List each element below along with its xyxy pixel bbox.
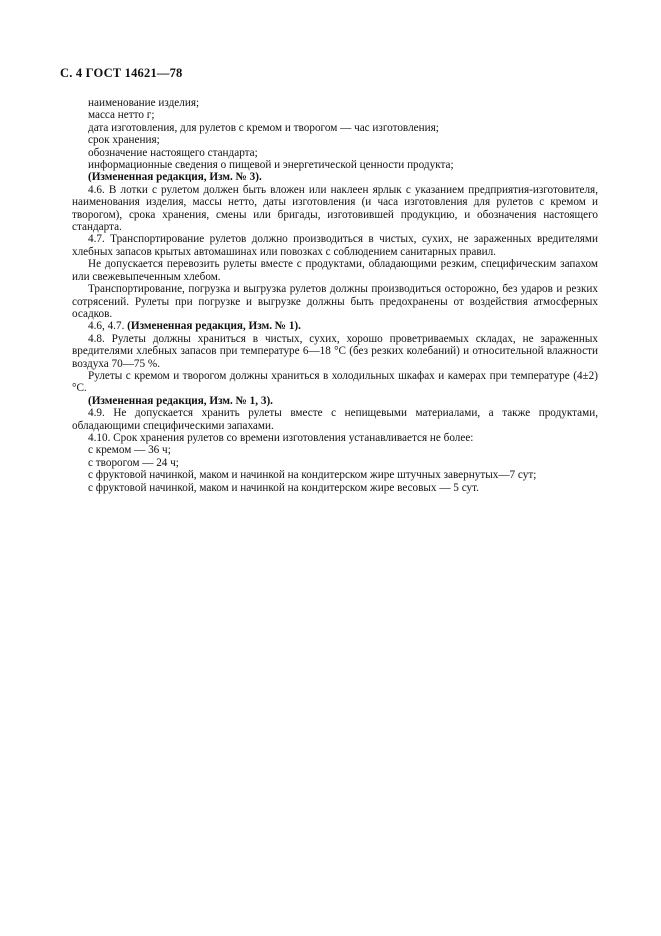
paragraph: с кремом — 36 ч; xyxy=(88,444,171,457)
amendment-note: (Измененная редакция, Изм. № 1). xyxy=(127,320,301,333)
paragraph: с фруктовой начинкой, маком и начинкой на кондитерском жире весовых — 5 сут. xyxy=(88,481,479,494)
paragraph: 4.8. Рулеты должны храниться в чистых, сухих, хорошо проветриваемых складах, не зараженных вредителями хлебных запасов при температуре 6—18 °С (без резких колебаний) и относительной влажности воздуха 70—75 %. xyxy=(72,332,598,370)
paragraph: с фруктовой начинкой, маком и начинкой на кондитерском жире штучных завернутых—7 сут; xyxy=(88,469,537,482)
paragraph: 4.7. Транспортирование рулетов должно производиться в чистых, сухих, не зараженных вредителями хлебных запасов крытых автомашинах или повозках с соблюдением санитарных правил. xyxy=(72,233,598,258)
paragraph: наименование изделия; xyxy=(88,97,200,109)
paragraph: срок хранения; xyxy=(88,134,160,147)
paragraph: дата изготовления, для рулетов с кремом и творогом — час изготовления; xyxy=(88,121,439,134)
paragraph: Транспортирование, погрузка и выгрузка рулетов должны производиться осторожно, без ударов и резких сотрясений. Рулеты при погрузке и выгрузке должны быть предохранены от воздействия атмосферных осадков. xyxy=(72,283,598,320)
paragraph: Не допускается перевозить рулеты вместе с продуктами, обладающими резким, специфическим запахом или свежевыпеченным хлебом. xyxy=(72,258,598,283)
amendment-note: (Измененная редакция, Изм. № 3). xyxy=(88,171,262,184)
clause-reference: 4.6, 4.7. xyxy=(88,320,128,333)
paragraph: с творогом — 24 ч; xyxy=(88,456,179,469)
paragraph: информационные сведения о пищевой и энергетической ценности продукта; xyxy=(88,159,454,172)
paragraph: 4.10. Срок хранения рулетов со времени изготовления устанавливается не более: xyxy=(88,431,474,444)
paragraph: Рулеты с кремом и творогом должны храниться в холодильных шкафах и камерах при температуре (4±2) °С. xyxy=(72,369,598,395)
paragraph: 4.9. Не допускается хранить рулеты вместе с непищевыми материалами, а также продуктами, обладающими специфическими запахами. xyxy=(72,407,598,432)
amendment-note: (Измененная редакция, Изм. № 1, 3). xyxy=(88,394,273,407)
paragraph: 4.6. В лотки с рулетом должен быть вложен или наклеен ярлык с указанием предприятия-изготовителя, наименования изделия, массы нетто, даты изготовления (и часа изготовления для рулетов с кремом и творогом), срока хранения, смены или бригады, изготовившей продукцию, и обозначения настоящего стандарта. xyxy=(72,183,598,234)
paragraph: масса нетто г; xyxy=(88,109,155,122)
page-header: С. 4 ГОСТ 14621—78 xyxy=(60,66,183,80)
paragraph xyxy=(72,320,598,332)
document-body xyxy=(72,97,598,494)
paragraph: обозначение настоящего стандарта; xyxy=(88,146,258,159)
